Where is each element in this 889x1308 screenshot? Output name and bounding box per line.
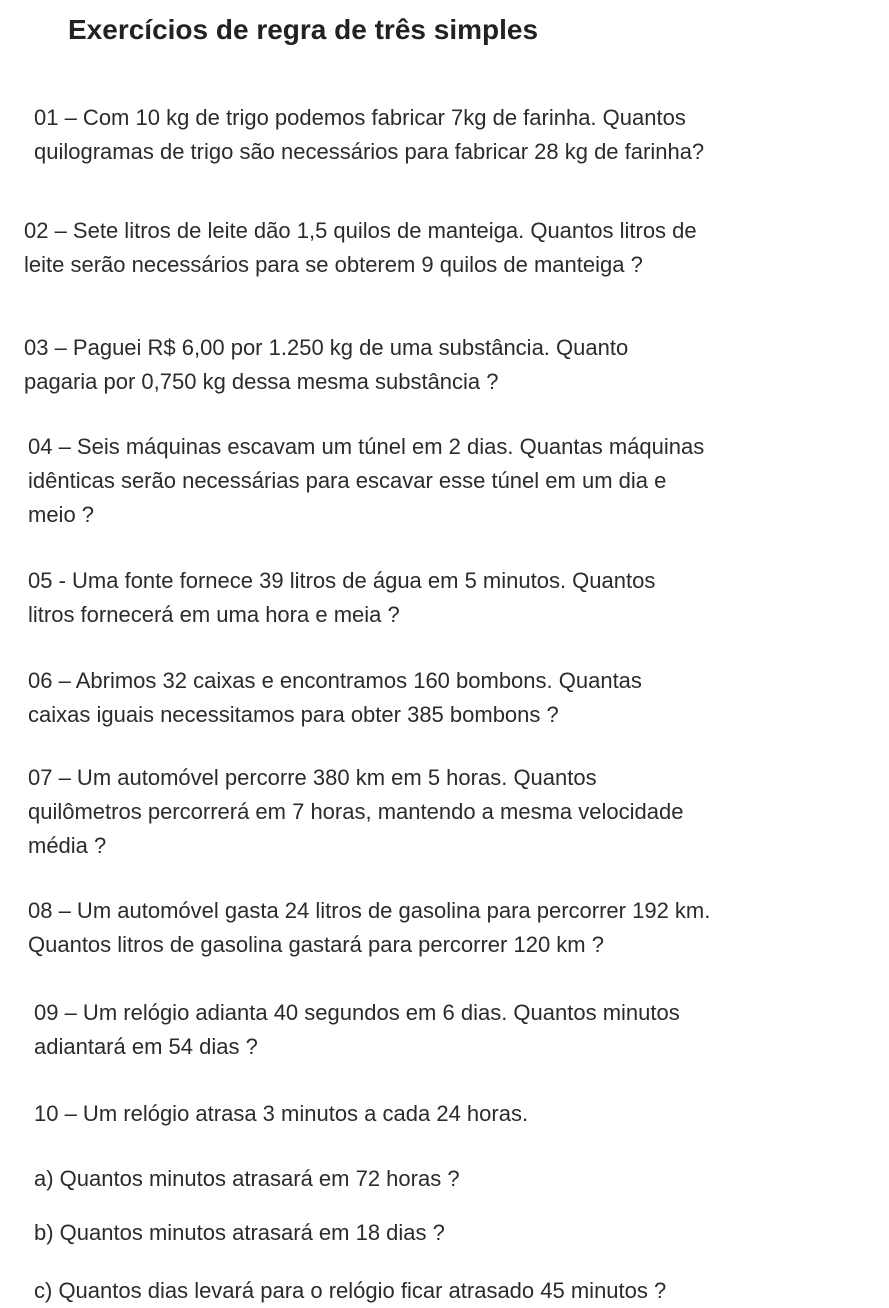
exercise-05 — [28, 564, 655, 632]
exercise-line: 08 – Um automóvel gasta 24 litros de gasolina para percorrer 192 km. — [28, 898, 711, 923]
exercise-line: 05 - Uma fonte fornece 39 litros de água em 5 minutos. Quantos — [28, 568, 656, 593]
exercise-10c — [34, 1274, 666, 1308]
exercise-line: 01 – Com 10 kg de trigo podemos fabricar 7kg de farinha. Quantos — [34, 105, 686, 130]
exercise-line: 07 – Um automóvel percorre 380 km em 5 horas. Quantos — [28, 765, 597, 790]
exercise-08 — [28, 894, 710, 962]
exercise-line: 10 – Um relógio atrasa 3 minutos a cada 24 horas. — [34, 1101, 529, 1126]
exercise-01 — [34, 101, 704, 169]
exercise-09 — [34, 996, 680, 1064]
exercise-03 — [24, 331, 628, 399]
exercise-line: litros fornecerá em uma hora e meia ? — [28, 602, 400, 627]
exercise-04 — [28, 430, 704, 532]
exercise-line: quilômetros percorrerá em 7 horas, mantendo a mesma velocidade — [28, 799, 684, 824]
exercise-line: 09 – Um relógio adianta 40 segundos em 6 dias. Quantos minutos — [34, 1000, 680, 1025]
exercise-02 — [24, 214, 697, 282]
exercise-line: média ? — [28, 833, 107, 858]
exercise-line: caixas iguais necessitamos para obter 385 bombons ? — [28, 702, 559, 727]
exercise-line: 04 – Seis máquinas escavam um túnel em 2 dias. Quantas máquinas — [28, 434, 705, 459]
exercise-line: idênticas serão necessárias para escavar esse túnel em um dia e — [28, 468, 667, 493]
exercise-line: pagaria por 0,750 kg dessa mesma substância ? — [24, 369, 499, 394]
exercise-line: quilogramas de trigo são necessários para fabricar 28 kg de farinha? — [34, 139, 705, 164]
exercise-line: meio ? — [28, 502, 95, 527]
exercise-line: a) Quantos minutos atrasará em 72 horas ? — [34, 1166, 460, 1191]
exercise-line: 02 – Sete litros de leite dão 1,5 quilos de manteiga. Quantos litros de — [24, 218, 697, 243]
exercise-10 — [34, 1097, 528, 1131]
exercise-line: 03 – Paguei R$ 6,00 por 1.250 kg de uma substância. Quanto — [24, 335, 629, 360]
exercise-06 — [28, 664, 642, 732]
exercise-line: Quantos litros de gasolina gastará para percorrer 120 km ? — [28, 932, 604, 957]
exercise-line: b) Quantos minutos atrasará em 18 dias ? — [34, 1220, 445, 1245]
exercise-10a — [34, 1162, 460, 1196]
exercise-line: c) Quantos dias levará para o relógio ficar atrasado 45 minutos ? — [34, 1278, 667, 1303]
exercise-line: 06 – Abrimos 32 caixas e encontramos 160 bombons. Quantas — [28, 668, 642, 693]
page-title: Exercícios de regra de três simples — [68, 14, 539, 45]
exercise-line: leite serão necessários para se obterem 9 quilos de manteiga ? — [24, 252, 643, 277]
exercise-07 — [28, 761, 683, 863]
exercise-10b — [34, 1216, 445, 1250]
exercise-line: adiantará em 54 dias ? — [34, 1034, 258, 1059]
